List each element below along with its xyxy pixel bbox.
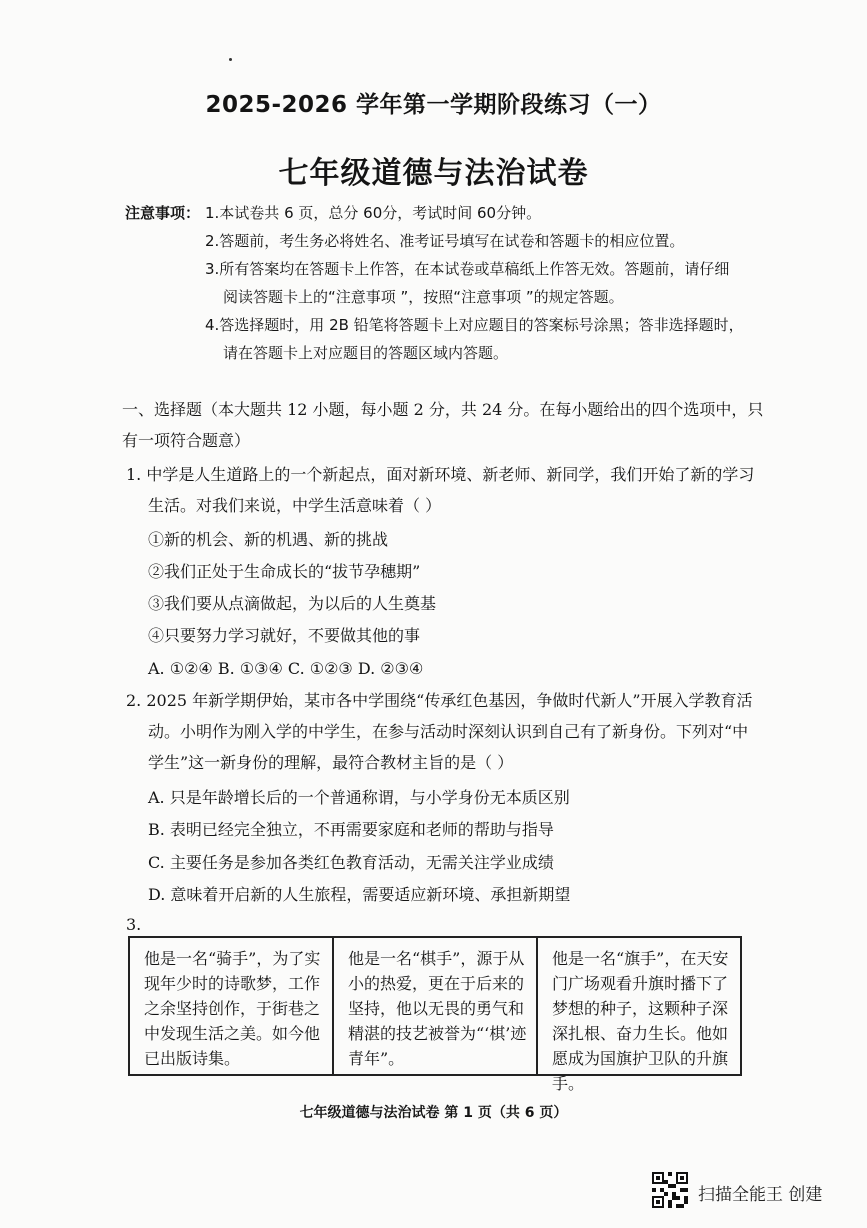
question-1-item: ④只要努力学习就好，不要做其他的事: [148, 626, 421, 645]
notes-label: 注意事项：: [125, 204, 201, 222]
question-1-stem-cont: 生活。对我们来说，中学生活意味着（ ）: [148, 496, 442, 515]
question-2-option-a: A. 只是年龄增长后的一个普通称谓，与小学身份无本质区别: [148, 788, 570, 807]
table-cell-flag-bearer: 他是一名“旗手”，在天安门广场观看升旗时播下了梦想的种子，这颗种子深深扎根、奋力生长。他如愿成为国旗护卫队的升旗手。: [536, 938, 740, 1074]
section-heading: 一、选择题（本大题共 12 小题，每小题 2 分，共 24 分。在每小题给出的四个选项中，只: [122, 400, 764, 419]
question-3-table: [128, 936, 742, 1093]
note-line: 2.答题前，考生务必将姓名、准考证号填写在试卷和答题卡的相应位置。: [205, 232, 685, 250]
question-2-stem-cont: 动。小明作为刚入学的中学生，在参与活动时深刻认识到自己有了新身份。下列对“中: [148, 722, 749, 741]
question-2-option-c: C. 主要任务是参加各类红色教育活动，无需关注学业成绩: [148, 853, 554, 872]
section-heading-cont: 有一项符合题意）: [122, 431, 251, 450]
qr-code-icon: [652, 1172, 688, 1208]
note-line: 3.所有答案均在答题卡上作答，在本试卷或草稿纸上作答无效。答题前，请仔细: [205, 260, 730, 278]
question-1-item: ③我们要从点滴做起，为以后的人生奠基: [148, 594, 437, 613]
question-3-number: 3.: [126, 915, 142, 934]
note-line: 1.本试卷共 6 页，总分 60分，考试时间 60分钟。: [205, 204, 542, 222]
table-cell-chess-player: 他是一名“棋手”，源于从小的热爱，更在于后来的坚持，他以无畏的勇气和精湛的技艺被誉为“‘棋’迹青年”。: [332, 938, 536, 1074]
stray-dot: [229, 58, 232, 61]
question-1-options: A. ①②④ B. ①③④ C. ①②③ D. ②③④: [148, 659, 424, 678]
note-line: 阅读答题卡上的“注意事项 ”，按照“注意事项 ”的规定答题。: [223, 288, 624, 306]
note-line: 4.答选择题时，用 2B 铅笔将答题卡上对应题目的答案标号涂黑；答非选择题时，: [205, 316, 744, 334]
page-footer: 七年级道德与法治试卷 第 1 页（共 6 页）: [299, 1105, 568, 1121]
question-2-option-d: D. 意味着开启新的人生旅程，需要适应新环境、承担新期望: [148, 885, 571, 904]
question-1-item: ①新的机会、新的机遇、新的挑战: [148, 530, 389, 549]
exam-title: 2025-2026 学年第一学期阶段练习（一）: [205, 92, 662, 118]
exam-subtitle: 七年级道德与法治试卷: [278, 156, 589, 191]
note-line: 请在答题卡上对应题目的答题区域内答题。: [223, 344, 509, 362]
question-2-stem: 2. 2025 年新学期伊始，某市各中学围绕“传承红色基因，争做时代新人”开展入学教育活: [126, 691, 753, 710]
question-2-option-b: B. 表明已经完全独立，不再需要家庭和老师的帮助与指导: [148, 820, 554, 839]
table-cell-rider: 他是一名“骑手”，为了实现年少时的诗歌梦，工作之余坚持创作，于街巷之中发现生活之美。如今他已出版诗集。: [144, 949, 321, 1068]
question-1-stem: 1. 中学是人生道路上的一个新起点，面对新环境、新老师、新同学，我们开始了新的学习: [126, 465, 755, 484]
question-2-stem-cont: 学生”这一新身份的理解，最符合教材主旨的是（ ）: [148, 753, 514, 772]
scanner-watermark: 扫描全能王 创建: [698, 1185, 823, 1205]
question-1-item: ②我们正处于生命成长的“拔节孕穗期”: [148, 562, 421, 581]
